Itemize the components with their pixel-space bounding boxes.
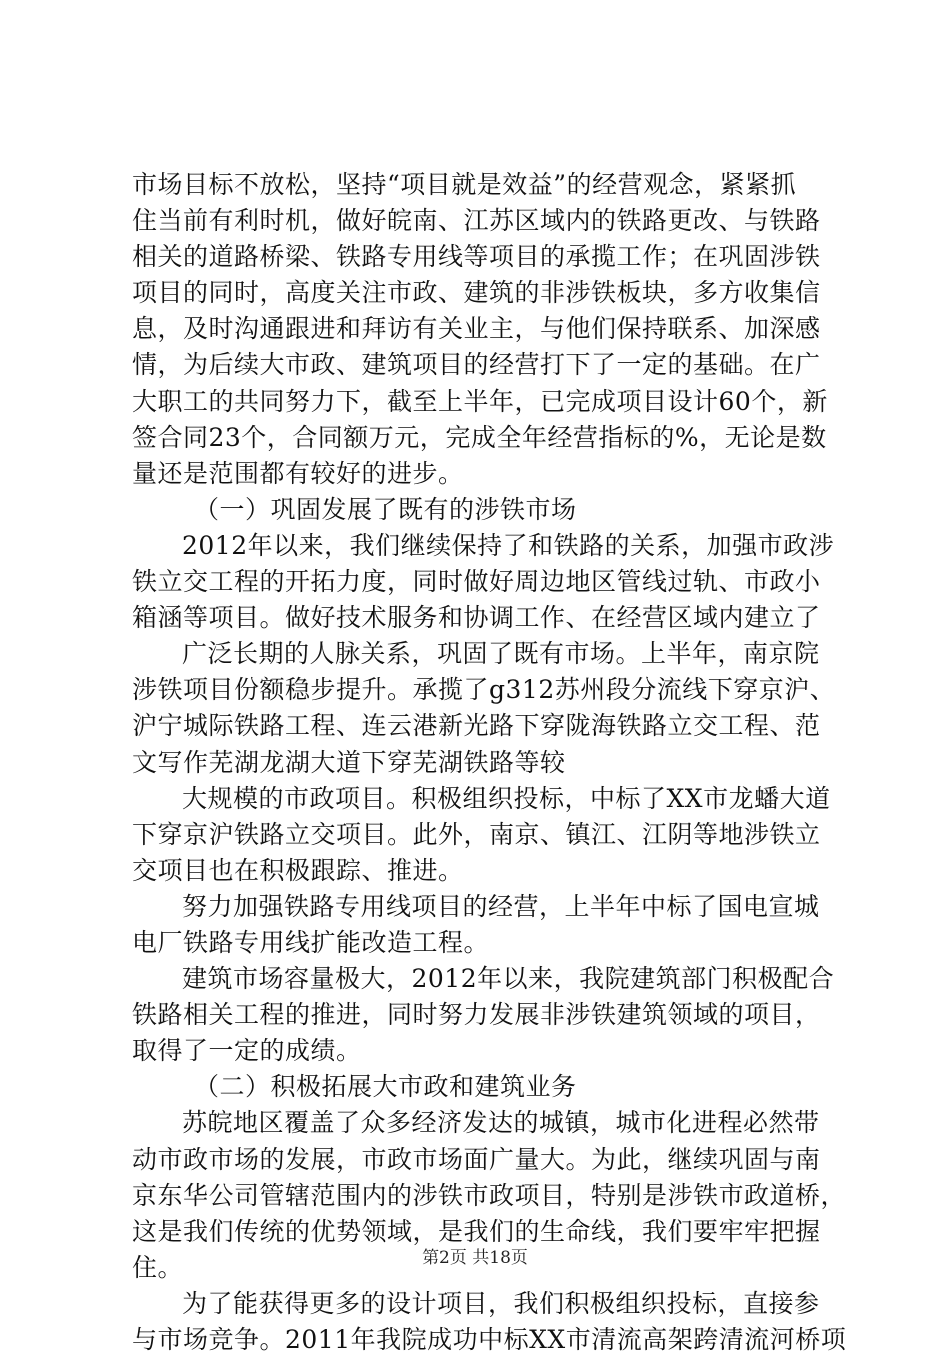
text-line: 情，为后续大市政、建筑项目的经营打下了一定的基础。在广 (132, 350, 821, 380)
text-line: 涉铁项目份额稳步提升。承揽了g312苏州段分流线下穿京沪、 (132, 675, 836, 705)
text-line: 签合同23个，合同额万元，完成全年经营指标的%，无论是数 (132, 422, 827, 452)
text-line: 2012年以来，我们继续保持了和铁路的关系，加强市政涉 (182, 530, 835, 560)
text-line: 为了能获得更多的设计项目，我们积极组织投标，直接参 (182, 1288, 820, 1318)
text-line: 文写作芜湖龙湖大道下穿芜湖铁路等较 (132, 747, 566, 777)
text-line: 大职工的共同努力下，截至上半年，已完成项目设计60个，新 (132, 386, 828, 416)
text-line: 苏皖地区覆盖了众多经济发达的城镇，城市化进程必然带 (182, 1108, 820, 1138)
text-line: 电厂铁路专用线扩能改造工程。 (132, 927, 490, 957)
text-line: 沪宁城际铁路工程、连云港新光路下穿陇海铁路立交工程、范 (132, 711, 821, 741)
text-line: 努力加强铁路专用线项目的经营，上半年中标了国电宣城 (182, 891, 820, 921)
text-line: 取得了一定的成绩。 (132, 1036, 362, 1066)
body-text (132, 167, 847, 1358)
text-line: 相关的道路桥梁、铁路专用线等项目的承揽工作；在巩固涉铁 (132, 242, 821, 272)
section-heading: （一）巩固发展了既有的涉铁市场 (194, 494, 577, 524)
text-line: 铁立交工程的开拓力度，同时做好周边地区管线过轨、市政小 (132, 567, 821, 597)
text-line: 量还是范围都有较好的进步。 (132, 458, 464, 488)
section-heading: （二）积极拓展大市政和建筑业务 (194, 1072, 577, 1102)
text-line: 京东华公司管辖范围内的涉铁市政项目，特别是涉铁市政道桥， (132, 1180, 847, 1210)
text-line: 与市场竞争。2011年我院成功中标XX市清流高架跨清流河桥项 (132, 1325, 847, 1354)
text-line: 大规模的市政项目。积极组织投标，中标了XX市龙蟠大道 (182, 783, 831, 813)
text-line: 住当前有利时机，做好皖南、江苏区域内的铁路更改、与铁路 (132, 206, 821, 236)
text-line: 广泛长期的人脉关系，巩固了既有市场。上半年，南京院 (182, 639, 820, 669)
text-line: 市场目标不放松，坚持“项目就是效益”的经营观念，紧紧抓 (132, 170, 797, 199)
text-line: 住。 (132, 1252, 184, 1282)
text-line: 交项目也在积极跟踪、推进。 (132, 855, 464, 885)
page-number-footer: 第2页 共18页 (422, 1248, 528, 1268)
text-line: 项目的同时，高度关注市政、建筑的非涉铁板块，多方收集信 (132, 278, 821, 308)
text-line: 息，及时沟通跟进和拜访有关业主，与他们保持联系、加深感 (132, 314, 821, 344)
text-line: 这是我们传统的优势领域，是我们的生命线，我们要牢牢把握 (132, 1216, 821, 1246)
text-line: 铁路相关工程的推进，同时努力发展非涉铁建筑领域的项目， (132, 1000, 821, 1030)
text-line: 动市政市场的发展，市政市场面广量大。为此，继续巩固与南 (132, 1144, 821, 1174)
text-line: 建筑市场容量极大，2012年以来，我院建筑部门积极配合 (182, 964, 835, 994)
text-line: 下穿京沪铁路立交项目。此外，南京、镇江、江阴等地涉铁立 (132, 819, 821, 849)
text-line: 箱涵等项目。做好技术服务和协调工作、在经营区域内建立了 (132, 603, 821, 633)
